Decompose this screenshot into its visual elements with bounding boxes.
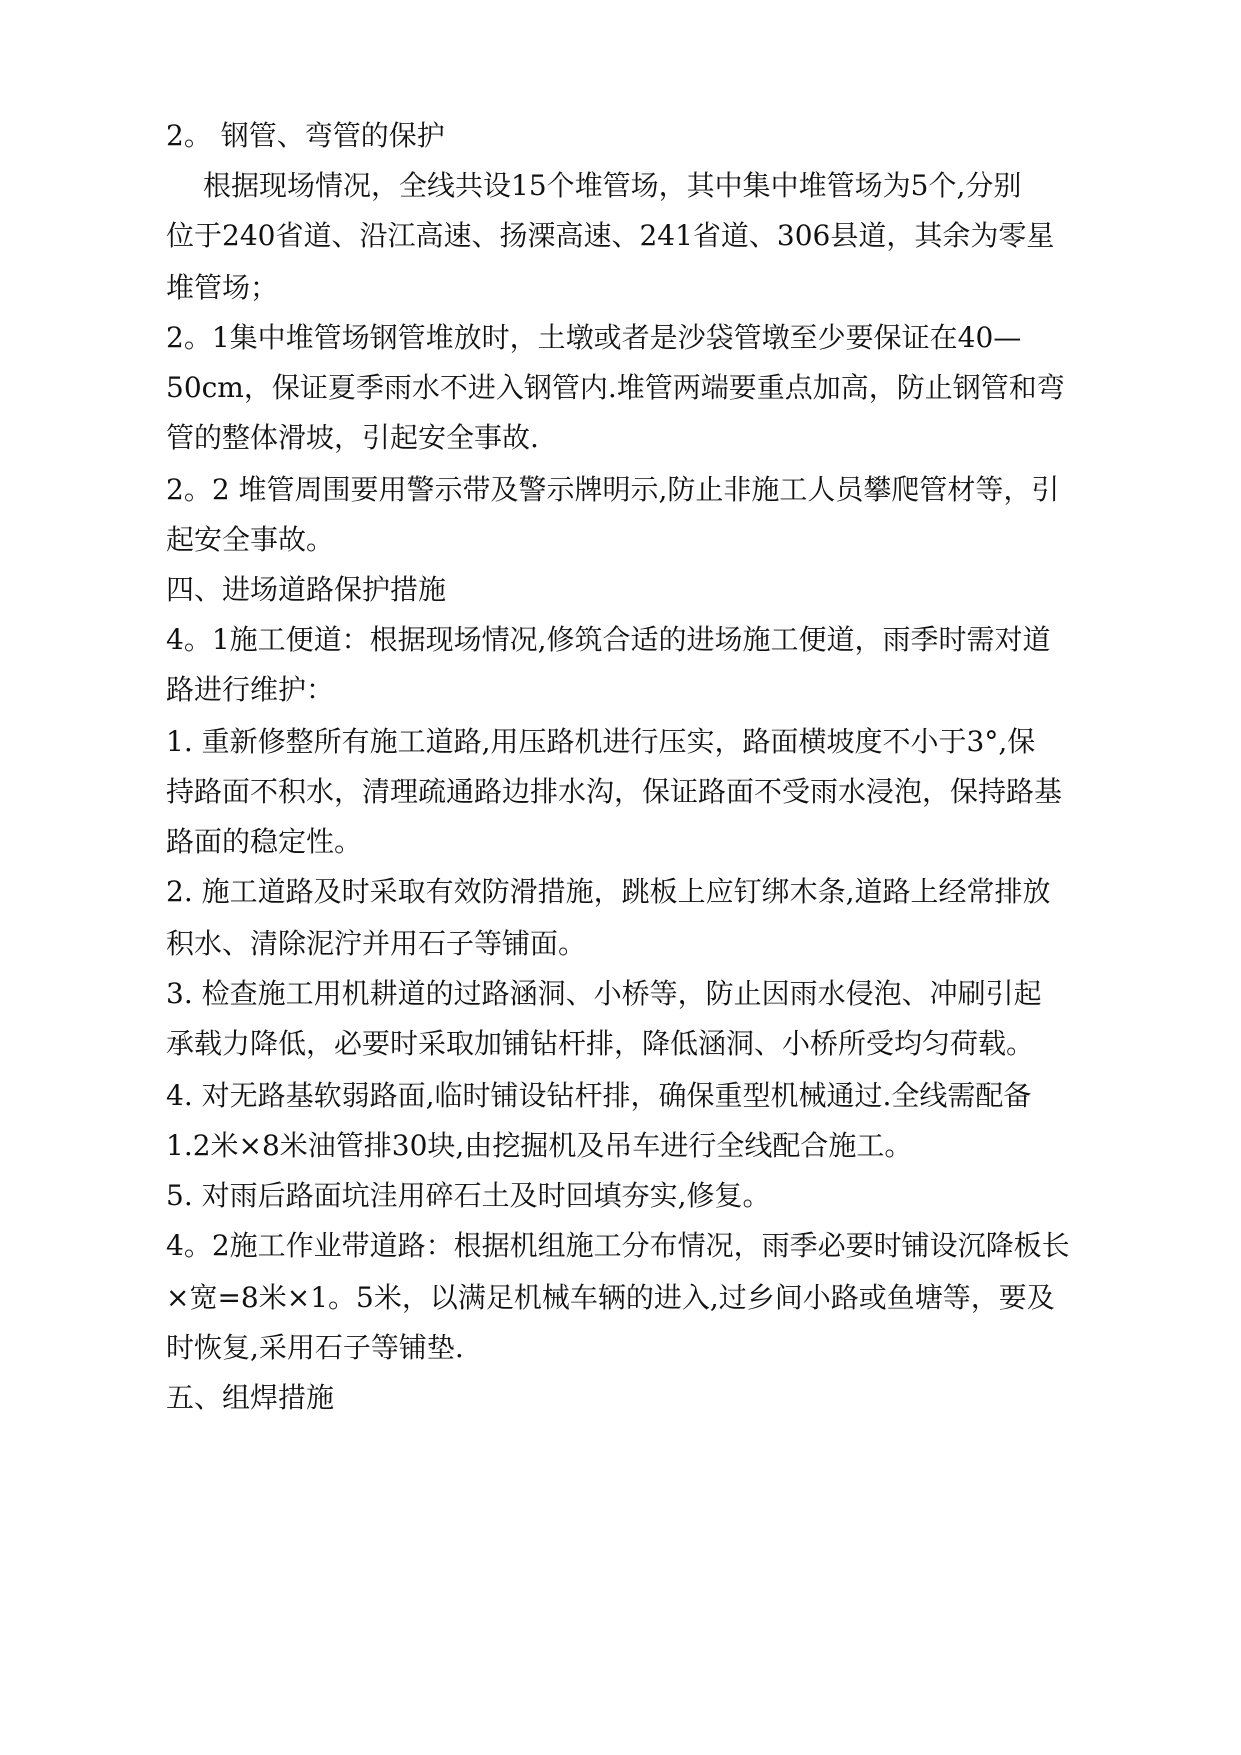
- paragraph-line: 管的整体滑坡，引起安全事故.: [166, 421, 539, 454]
- paragraph-line: 4。2施工作业带道路：根据机组施工分布情况，雨季必要时铺设沉降板长: [166, 1229, 1070, 1262]
- paragraph-line: 4. 对无路基软弱路面,临时铺设钻杆排，确保重型机械通过.全线需配备: [166, 1079, 1032, 1112]
- paragraph-line: 起安全事故。: [166, 523, 335, 556]
- paragraph-line: 50cm，保证夏季雨水不进入钢管内.堆管两端要重点加高，防止钢管和弯: [166, 371, 1065, 404]
- paragraph-line: 3. 检查施工用机耕道的过路涵洞、小桥等，防止因雨水侵泡、冲刷引起: [166, 977, 1042, 1010]
- paragraph-line: 路进行维护：: [166, 673, 335, 706]
- paragraph-line: 5. 对雨后路面坑洼用碎石土及时回填夯实,修复。: [166, 1179, 771, 1212]
- paragraph-line: 2. 施工道路及时采取有效防滑措施，跳板上应钉绑木条,道路上经常排放: [166, 875, 1051, 908]
- paragraph-line: 位于240省道、沿江高速、扬溧高速、241省道、306县道，其余为零星: [166, 219, 1055, 252]
- paragraph-line: 堆管场；: [166, 271, 279, 304]
- paragraph-line: 时恢复,采用石子等铺垫.: [166, 1331, 464, 1364]
- paragraph-line: 2。1集中堆管场钢管堆放时，土墩或者是沙袋管墩至少要保证在40—: [166, 321, 1022, 354]
- paragraph-line: ×宽=8米×1。5米，以满足机械车辆的进入,过乡间小路或鱼塘等，要及: [166, 1281, 1055, 1314]
- paragraph-line: 4。1施工便道：根据现场情况,修筑合适的进场施工便道，雨季时需对道: [166, 623, 1051, 656]
- paragraph-line: 1. 重新修整所有施工道路,用压路机进行压实，路面横坡度不小于3°,保: [166, 725, 1036, 758]
- paragraph-line: 承载力降低，必要时采取加铺钻杆排，降低涵洞、小桥所受均匀荷载。: [166, 1027, 1035, 1060]
- paragraph-line: 根据现场情况，全线共设15个堆管场，其中集中堆管场为5个,分别: [203, 169, 1022, 202]
- paragraph-line: 2。2 堆管周围要用警示带及警示牌明示,防止非施工人员攀爬管材等，引: [166, 473, 1060, 506]
- paragraph-line: 1.2米×8米油管排30块,由挖掘机及吊车进行全线配合施工。: [166, 1129, 913, 1162]
- heading-pipe-protection: 2。 钢管、弯管的保护: [166, 119, 445, 152]
- paragraph-line: 持路面不积水，清理疏通路边排水沟，保证路面不受雨水浸泡，保持路基: [166, 775, 1063, 808]
- section-heading: 五、组焊措施: [166, 1381, 335, 1414]
- paragraph-line: 路面的稳定性。: [166, 825, 363, 858]
- paragraph-line: 积水、清除泥泞并用石子等铺面。: [166, 927, 587, 960]
- section-heading: 四、进场道路保护措施: [166, 573, 447, 606]
